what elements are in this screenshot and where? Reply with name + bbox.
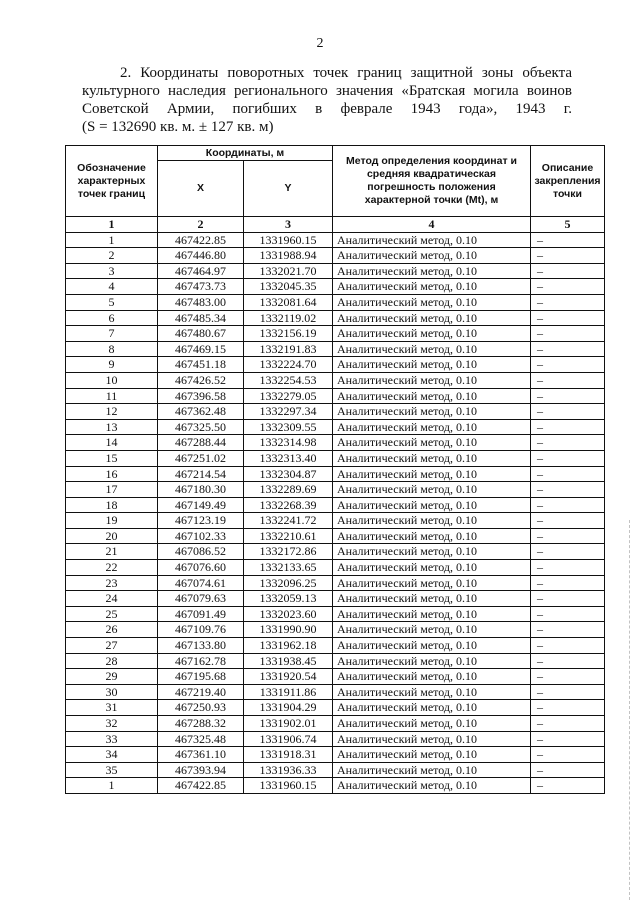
description-cell: – — [531, 326, 605, 342]
method-cell: Аналитический метод, 0.10 — [333, 716, 531, 732]
y-coordinate-cell: 1332156.19 — [244, 326, 333, 342]
description-cell: – — [531, 606, 605, 622]
point-number-cell: 30 — [66, 684, 158, 700]
x-coordinate-cell: 467091.49 — [158, 606, 244, 622]
point-number-cell: 8 — [66, 341, 158, 357]
table-row — [66, 326, 605, 342]
method-cell: Аналитический метод, 0.10 — [333, 591, 531, 607]
point-number-cell: 19 — [66, 513, 158, 529]
scan-edge-mark — [627, 520, 630, 900]
y-coordinate-cell: 1332081.64 — [244, 294, 333, 310]
x-coordinate-cell: 467076.60 — [158, 560, 244, 576]
y-coordinate-cell: 1331918.31 — [244, 747, 333, 763]
description-cell: – — [531, 294, 605, 310]
description-cell: – — [531, 450, 605, 466]
table-row — [66, 731, 605, 747]
y-coordinate-cell: 1331906.74 — [244, 731, 333, 747]
table-row — [66, 669, 605, 685]
description-cell: – — [531, 762, 605, 778]
point-number-cell: 4 — [66, 279, 158, 295]
y-coordinate-cell: 1332279.05 — [244, 388, 333, 404]
x-coordinate-cell: 467396.58 — [158, 388, 244, 404]
description-cell: – — [531, 435, 605, 451]
description-cell: – — [531, 684, 605, 700]
method-cell: Аналитический метод, 0.10 — [333, 528, 531, 544]
description-cell: – — [531, 279, 605, 295]
method-cell: Аналитический метод, 0.10 — [333, 731, 531, 747]
y-coordinate-cell: 1332241.72 — [244, 513, 333, 529]
table-row — [66, 466, 605, 482]
y-coordinate-cell: 1332191.83 — [244, 341, 333, 357]
x-coordinate-cell: 467464.97 — [158, 263, 244, 279]
y-coordinate-cell: 1332289.69 — [244, 482, 333, 498]
table-row — [66, 606, 605, 622]
method-cell: Аналитический метод, 0.10 — [333, 294, 531, 310]
table-row — [66, 778, 605, 794]
x-coordinate-cell: 467074.61 — [158, 575, 244, 591]
x-coordinate-cell: 467483.00 — [158, 294, 244, 310]
point-number-cell: 15 — [66, 450, 158, 466]
x-coordinate-cell: 467219.40 — [158, 684, 244, 700]
table-row — [66, 372, 605, 388]
point-number-cell: 13 — [66, 419, 158, 435]
description-cell: – — [531, 528, 605, 544]
point-number-cell: 12 — [66, 404, 158, 420]
y-coordinate-cell: 1331960.15 — [244, 232, 333, 248]
section-heading — [82, 64, 572, 136]
method-cell: Аналитический метод, 0.10 — [333, 263, 531, 279]
table-row — [66, 653, 605, 669]
method-cell: Аналитический метод, 0.10 — [333, 700, 531, 716]
header-description: Описание закрепления точки — [531, 146, 605, 217]
point-number-cell: 25 — [66, 606, 158, 622]
table-row — [66, 497, 605, 513]
description-cell: – — [531, 341, 605, 357]
description-cell: – — [531, 404, 605, 420]
table-row — [66, 716, 605, 732]
point-number-cell: 1 — [66, 778, 158, 794]
table-row — [66, 591, 605, 607]
column-number-row — [66, 217, 605, 233]
x-coordinate-cell: 467426.52 — [158, 372, 244, 388]
table-row — [66, 638, 605, 654]
header-y: Y — [244, 161, 333, 217]
description-cell: – — [531, 653, 605, 669]
x-coordinate-cell: 467422.85 — [158, 778, 244, 794]
table-row — [66, 310, 605, 326]
x-coordinate-cell: 467361.10 — [158, 747, 244, 763]
table-row — [66, 513, 605, 529]
x-coordinate-cell: 467079.63 — [158, 591, 244, 607]
heading-line: 2. Координаты поворотных точек границ защитной зоны объекта — [120, 65, 572, 81]
point-number-cell: 18 — [66, 497, 158, 513]
table-row — [66, 232, 605, 248]
description-cell: – — [531, 497, 605, 513]
description-cell: – — [531, 731, 605, 747]
x-coordinate-cell: 467469.15 — [158, 341, 244, 357]
x-coordinate-cell: 467422.85 — [158, 232, 244, 248]
method-cell: Аналитический метод, 0.10 — [333, 513, 531, 529]
method-cell: Аналитический метод, 0.10 — [333, 450, 531, 466]
table-row — [66, 248, 605, 264]
description-cell: – — [531, 638, 605, 654]
table-row — [66, 419, 605, 435]
table-row — [66, 528, 605, 544]
method-cell: Аналитический метод, 0.10 — [333, 372, 531, 388]
point-number-cell: 1 — [66, 232, 158, 248]
description-cell: – — [531, 248, 605, 264]
y-coordinate-cell: 1331990.90 — [244, 622, 333, 638]
y-coordinate-cell: 1331960.15 — [244, 778, 333, 794]
header-x: X — [158, 161, 244, 217]
point-number-cell: 28 — [66, 653, 158, 669]
method-cell: Аналитический метод, 0.10 — [333, 248, 531, 264]
column-number: 3 — [244, 217, 333, 233]
description-cell: – — [531, 700, 605, 716]
y-coordinate-cell: 1331904.29 — [244, 700, 333, 716]
x-coordinate-cell: 467473.73 — [158, 279, 244, 295]
point-number-cell: 3 — [66, 263, 158, 279]
x-coordinate-cell: 467195.68 — [158, 669, 244, 685]
description-cell: – — [531, 591, 605, 607]
point-number-cell: 22 — [66, 560, 158, 576]
y-coordinate-cell: 1332021.70 — [244, 263, 333, 279]
y-coordinate-cell: 1332309.55 — [244, 419, 333, 435]
description-cell: – — [531, 513, 605, 529]
x-coordinate-cell: 467250.93 — [158, 700, 244, 716]
method-cell: Аналитический метод, 0.10 — [333, 482, 531, 498]
table-row — [66, 450, 605, 466]
method-cell: Аналитический метод, 0.10 — [333, 544, 531, 560]
method-cell: Аналитический метод, 0.10 — [333, 606, 531, 622]
table-row — [66, 544, 605, 560]
description-cell: – — [531, 747, 605, 763]
heading-line: (S = 132690 кв. м. ± 127 кв. м) — [82, 119, 274, 135]
y-coordinate-cell: 1332045.35 — [244, 279, 333, 295]
method-cell: Аналитический метод, 0.10 — [333, 638, 531, 654]
table-row — [66, 388, 605, 404]
point-number-cell: 6 — [66, 310, 158, 326]
table-row — [66, 762, 605, 778]
description-cell: – — [531, 419, 605, 435]
page-number: 2 — [316, 36, 324, 51]
y-coordinate-cell: 1332268.39 — [244, 497, 333, 513]
x-coordinate-cell: 467288.44 — [158, 435, 244, 451]
x-coordinate-cell: 467086.52 — [158, 544, 244, 560]
x-coordinate-cell: 467480.67 — [158, 326, 244, 342]
coordinates-table — [65, 145, 605, 794]
y-coordinate-cell: 1331962.18 — [244, 638, 333, 654]
description-cell: – — [531, 357, 605, 373]
x-coordinate-cell: 467485.34 — [158, 310, 244, 326]
header-coordinates: Координаты, м — [158, 146, 333, 161]
column-number: 4 — [333, 217, 531, 233]
heading-line: Советской Армии, погибших в феврале 1943 года», 1943 г. — [82, 101, 572, 117]
x-coordinate-cell: 467214.54 — [158, 466, 244, 482]
x-coordinate-cell: 467288.32 — [158, 716, 244, 732]
y-coordinate-cell: 1331938.45 — [244, 653, 333, 669]
description-cell: – — [531, 778, 605, 794]
y-coordinate-cell: 1332059.13 — [244, 591, 333, 607]
y-coordinate-cell: 1332254.53 — [244, 372, 333, 388]
point-number-cell: 27 — [66, 638, 158, 654]
description-cell: – — [531, 310, 605, 326]
point-number-cell: 34 — [66, 747, 158, 763]
x-coordinate-cell: 467162.78 — [158, 653, 244, 669]
description-cell: – — [531, 669, 605, 685]
table-row — [66, 279, 605, 295]
method-cell: Аналитический метод, 0.10 — [333, 762, 531, 778]
method-cell: Аналитический метод, 0.10 — [333, 575, 531, 591]
y-coordinate-cell: 1332304.87 — [244, 466, 333, 482]
description-cell: – — [531, 560, 605, 576]
point-number-cell: 31 — [66, 700, 158, 716]
header-method: Метод определения координат и средняя квадратическая погрешность положения характерной точки (Mt), м — [333, 146, 531, 217]
x-coordinate-cell: 467325.50 — [158, 419, 244, 435]
table-row — [66, 747, 605, 763]
table-row — [66, 435, 605, 451]
table-header-row — [66, 146, 605, 161]
point-number-cell: 21 — [66, 544, 158, 560]
method-cell: Аналитический метод, 0.10 — [333, 653, 531, 669]
method-cell: Аналитический метод, 0.10 — [333, 419, 531, 435]
table-row — [66, 357, 605, 373]
y-coordinate-cell: 1331936.33 — [244, 762, 333, 778]
x-coordinate-cell: 467446.80 — [158, 248, 244, 264]
point-number-cell: 29 — [66, 669, 158, 685]
description-cell: – — [531, 466, 605, 482]
point-number-cell: 26 — [66, 622, 158, 638]
point-number-cell: 11 — [66, 388, 158, 404]
description-cell: – — [531, 575, 605, 591]
point-number-cell: 2 — [66, 248, 158, 264]
y-coordinate-cell: 1332133.65 — [244, 560, 333, 576]
description-cell: – — [531, 622, 605, 638]
table-row — [66, 482, 605, 498]
coordinates-table-body — [66, 232, 605, 793]
description-cell: – — [531, 388, 605, 404]
table-row — [66, 622, 605, 638]
y-coordinate-cell: 1332297.34 — [244, 404, 333, 420]
method-cell: Аналитический метод, 0.10 — [333, 404, 531, 420]
table-row — [66, 404, 605, 420]
description-cell: – — [531, 482, 605, 498]
method-cell: Аналитический метод, 0.10 — [333, 466, 531, 482]
x-coordinate-cell: 467102.33 — [158, 528, 244, 544]
point-number-cell: 7 — [66, 326, 158, 342]
x-coordinate-cell: 467180.30 — [158, 482, 244, 498]
description-cell: – — [531, 263, 605, 279]
point-number-cell: 16 — [66, 466, 158, 482]
column-number: 1 — [66, 217, 158, 233]
table-row — [66, 700, 605, 716]
y-coordinate-cell: 1332314.98 — [244, 435, 333, 451]
y-coordinate-cell: 1332210.61 — [244, 528, 333, 544]
description-cell: – — [531, 544, 605, 560]
x-coordinate-cell: 467251.02 — [158, 450, 244, 466]
point-number-cell: 5 — [66, 294, 158, 310]
point-number-cell: 32 — [66, 716, 158, 732]
column-number: 2 — [158, 217, 244, 233]
header-designation: Обозначение характерных точек границ — [66, 146, 158, 217]
description-cell: – — [531, 716, 605, 732]
table-row — [66, 263, 605, 279]
method-cell: Аналитический метод, 0.10 — [333, 357, 531, 373]
table-row — [66, 560, 605, 576]
x-coordinate-cell: 467362.48 — [158, 404, 244, 420]
method-cell: Аналитический метод, 0.10 — [333, 326, 531, 342]
method-cell: Аналитический метод, 0.10 — [333, 622, 531, 638]
y-coordinate-cell: 1331920.54 — [244, 669, 333, 685]
x-coordinate-cell: 467325.48 — [158, 731, 244, 747]
y-coordinate-cell: 1332023.60 — [244, 606, 333, 622]
x-coordinate-cell: 467149.49 — [158, 497, 244, 513]
method-cell: Аналитический метод, 0.10 — [333, 669, 531, 685]
heading-line: культурного наследия регионального значения «Братская могила воинов — [82, 83, 572, 99]
y-coordinate-cell: 1331911.86 — [244, 684, 333, 700]
description-cell: – — [531, 372, 605, 388]
method-cell: Аналитический метод, 0.10 — [333, 497, 531, 513]
point-number-cell: 10 — [66, 372, 158, 388]
point-number-cell: 23 — [66, 575, 158, 591]
method-cell: Аналитический метод, 0.10 — [333, 388, 531, 404]
point-number-cell: 17 — [66, 482, 158, 498]
method-cell: Аналитический метод, 0.10 — [333, 560, 531, 576]
point-number-cell: 9 — [66, 357, 158, 373]
point-number-cell: 33 — [66, 731, 158, 747]
method-cell: Аналитический метод, 0.10 — [333, 684, 531, 700]
y-coordinate-cell: 1332224.70 — [244, 357, 333, 373]
method-cell: Аналитический метод, 0.10 — [333, 232, 531, 248]
method-cell: Аналитический метод, 0.10 — [333, 341, 531, 357]
y-coordinate-cell: 1332096.25 — [244, 575, 333, 591]
y-coordinate-cell: 1332313.40 — [244, 450, 333, 466]
y-coordinate-cell: 1332172.86 — [244, 544, 333, 560]
point-number-cell: 24 — [66, 591, 158, 607]
y-coordinate-cell: 1332119.02 — [244, 310, 333, 326]
y-coordinate-cell: 1331902.01 — [244, 716, 333, 732]
method-cell: Аналитический метод, 0.10 — [333, 435, 531, 451]
column-number: 5 — [531, 217, 605, 233]
description-cell: – — [531, 232, 605, 248]
x-coordinate-cell: 467123.19 — [158, 513, 244, 529]
method-cell: Аналитический метод, 0.10 — [333, 778, 531, 794]
x-coordinate-cell: 467133.80 — [158, 638, 244, 654]
point-number-cell: 14 — [66, 435, 158, 451]
method-cell: Аналитический метод, 0.10 — [333, 310, 531, 326]
method-cell: Аналитический метод, 0.10 — [333, 747, 531, 763]
point-number-cell: 35 — [66, 762, 158, 778]
x-coordinate-cell: 467393.94 — [158, 762, 244, 778]
x-coordinate-cell: 467451.18 — [158, 357, 244, 373]
point-number-cell: 20 — [66, 528, 158, 544]
x-coordinate-cell: 467109.76 — [158, 622, 244, 638]
table-row — [66, 294, 605, 310]
table-row — [66, 341, 605, 357]
table-row — [66, 575, 605, 591]
y-coordinate-cell: 1331988.94 — [244, 248, 333, 264]
table-row — [66, 684, 605, 700]
method-cell: Аналитический метод, 0.10 — [333, 279, 531, 295]
